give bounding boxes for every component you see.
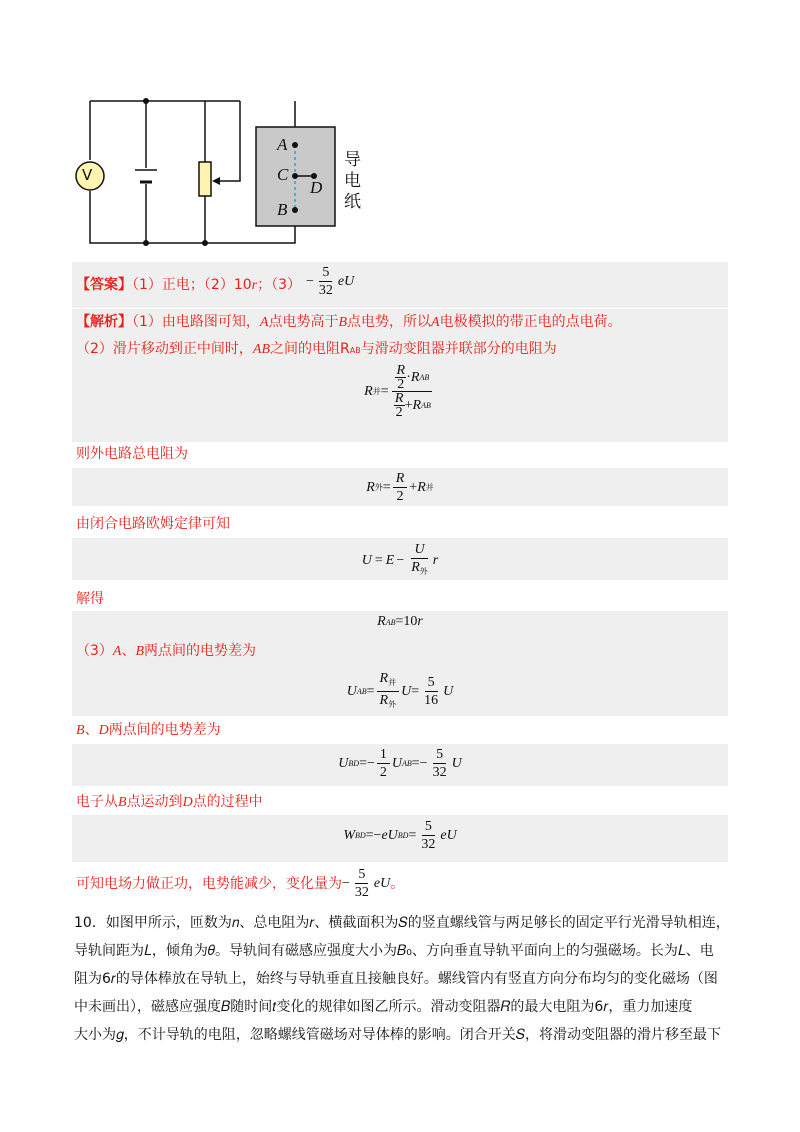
- eq5-den-sub: 外: [388, 700, 397, 709]
- equation-ohm: [72, 541, 728, 580]
- analysis-p2-tail: 与滑动变阻器并联部分的电阻为: [360, 341, 557, 357]
- eq5-lhs-sub: AB: [356, 687, 367, 696]
- eq1-top-rab: R: [410, 370, 420, 385]
- answer-r: r: [251, 278, 258, 293]
- analysis-p2-ab: AB: [252, 342, 271, 357]
- question10-line-3: 阻为6𝑟的导体棒放在导轨上，始终与导轨垂直且接触良好。螺线管内有竖直方向分布均匀的变化磁场（图: [74, 971, 718, 987]
- eq6-num: 1: [377, 746, 390, 764]
- eq7-eq: =−: [365, 827, 382, 843]
- eq3-tail: r: [432, 552, 439, 568]
- bd-b: B: [76, 723, 85, 738]
- eq6-num2: 5: [433, 746, 446, 764]
- elec-tail: 点的过程中: [192, 794, 263, 810]
- junction-dot: [143, 240, 149, 246]
- eq5-eq: =: [366, 683, 375, 699]
- paper-label-1: 导: [344, 150, 361, 170]
- eq2-num: R: [393, 470, 408, 488]
- answer-part1: （1）正电；（2）10: [132, 277, 252, 293]
- junction-dot: [202, 240, 208, 246]
- eq1-top-r: R: [396, 363, 405, 378]
- elec-d: D: [182, 795, 193, 810]
- eq1-bot-plus: +: [404, 398, 413, 413]
- eq5-num: R: [379, 671, 389, 686]
- eq1-bot-two: 2: [395, 405, 403, 420]
- eq1-bot-rab-sub: AB: [421, 401, 431, 410]
- eq3-num: U: [411, 541, 427, 559]
- analysis-p1-prefix: （1）由电路图可知，: [132, 314, 260, 330]
- eq7-eq2: =: [408, 827, 417, 843]
- question10-line-1: 10．如图甲所示，匝数为𝑛、总电阻为𝑟、横截面积为𝑆的竖直螺线管与两足够长的固定平行光滑导轨相连，: [74, 915, 730, 931]
- bd-d: D: [98, 723, 109, 738]
- eq3-den: R: [411, 560, 420, 575]
- point-a-label: A: [277, 135, 288, 154]
- eq7-den: 32: [421, 837, 436, 852]
- final-minus: −: [342, 875, 350, 891]
- eq4-lhs-sub: AB: [385, 617, 396, 627]
- eq1-eq: =: [380, 383, 389, 399]
- eq1-lhs-sub: 并: [372, 387, 381, 396]
- analysis-p2-rab-sub: AB: [349, 346, 361, 355]
- eq5-tail: U: [443, 683, 454, 699]
- answer-part3: [306, 264, 354, 299]
- analysis-p2-mid: 之间的电阻: [270, 341, 341, 357]
- question10-line-5: 大小为𝑔，不计导轨的电阻，忽略螺线管磁场对导体棒的影响。闭合开关𝑆，将滑动变阻器的滑片移至最下: [74, 1027, 722, 1043]
- question10-line-4: 中未画出），磁感应强度𝐵随时间𝑡变化的规律如图乙所示。滑动变阻器𝑅的最大电阻为6𝑟，重力加速度: [74, 999, 693, 1015]
- eq3-e: E: [385, 552, 395, 568]
- final-den: 32: [354, 885, 369, 900]
- eq5-eq2: =: [411, 683, 420, 699]
- eq6-lhs: U: [338, 755, 349, 771]
- point-c-label: C: [277, 165, 289, 184]
- line-part3: [76, 641, 256, 662]
- line-outer-resistance: 则外电路总电阻为: [76, 446, 188, 462]
- eq4-lhs: R: [377, 614, 386, 629]
- eq6-den: 2: [379, 765, 387, 780]
- eq5-lhs: U: [346, 683, 357, 699]
- eq3-lhs: U: [361, 552, 372, 568]
- analysis-line-2: [76, 339, 557, 361]
- eq1-top-rab-sub: AB: [419, 373, 430, 382]
- eq2-r2-sub: 并: [425, 483, 434, 492]
- point-c-dot: [292, 173, 298, 179]
- eq7-e-sub: BD: [397, 831, 409, 840]
- answer-eu: eU: [337, 273, 355, 289]
- rheostat: [199, 162, 211, 196]
- analysis-p1-b: B: [338, 315, 348, 330]
- voltmeter-label: V: [82, 166, 93, 184]
- eq1-bot-r: R: [394, 391, 404, 406]
- elec-b: B: [118, 795, 127, 810]
- eq6-u-sub: AB: [402, 759, 412, 768]
- analysis-p1-mid1: 点电势高于: [268, 314, 339, 330]
- point-a-dot: [292, 142, 298, 148]
- equation-rab-result: [72, 614, 728, 630]
- final-eu: eU: [373, 875, 391, 891]
- equation-ubd: [72, 746, 728, 781]
- analysis-p1-a2: A: [431, 315, 440, 330]
- eq5-num-sub: 并: [388, 678, 397, 687]
- eq4-rhs: =10: [395, 614, 418, 629]
- eq6-eq: =−: [359, 755, 375, 771]
- eq1-top-two: 2: [397, 377, 405, 392]
- eq6-tail: U: [451, 755, 462, 771]
- eq3-minus: −: [396, 552, 405, 568]
- final-end: 。: [390, 875, 405, 892]
- equation-wbd: [72, 818, 728, 853]
- analysis-p1-tail: 电极模拟的带正电的点电荷。: [439, 314, 622, 330]
- answer-num: 5: [319, 264, 332, 282]
- eq2-den: 2: [396, 489, 404, 504]
- line-ohm-law: 由闭合电路欧姆定律可知: [76, 516, 230, 532]
- eq5-den: R: [379, 693, 389, 708]
- paper-label-2: 电: [344, 171, 361, 191]
- line-final: [76, 866, 404, 901]
- analysis-p2-rab: R: [340, 341, 350, 357]
- eq2-plus: +: [409, 479, 418, 495]
- eq6-lhs-sub: BD: [348, 759, 360, 768]
- p3-prefix: （3）: [76, 643, 113, 659]
- circuit-diagram: [70, 90, 390, 260]
- bd-mid: 、: [84, 722, 99, 738]
- eq2-eq: =: [382, 479, 391, 495]
- final-num: 5: [355, 866, 368, 884]
- eq5-num2: 5: [425, 674, 438, 692]
- eq1-top-dot: ·: [406, 370, 411, 385]
- point-b-label: B: [277, 200, 288, 219]
- eq7-tail: eU: [440, 827, 457, 843]
- answer-sep: ；（3）: [257, 277, 302, 293]
- eq2-lhs: R: [366, 479, 375, 495]
- answer-minus: −: [306, 273, 314, 289]
- eq5-den2: 16: [424, 693, 439, 708]
- eq2-r2: R: [417, 479, 426, 495]
- equation-r-outer: [72, 470, 728, 505]
- eq7-e: eU: [381, 827, 398, 843]
- slider-arrow: [212, 177, 220, 185]
- p3-b: B: [135, 644, 145, 659]
- eq1-lhs: R: [364, 383, 373, 399]
- line-electron: [76, 792, 263, 813]
- answer-den: 32: [318, 283, 333, 298]
- eq5-u: U: [401, 683, 412, 699]
- elec-prefix: 电子从: [76, 794, 118, 810]
- point-b-dot: [292, 207, 298, 213]
- point-d-label: D: [310, 178, 323, 197]
- analysis-p1-mid2: 点电势，所以: [347, 314, 432, 330]
- analysis-p1-a: A: [259, 315, 269, 330]
- paper-label-3: 纸: [344, 192, 361, 212]
- equation-uab: [72, 670, 728, 713]
- junction-dot: [143, 98, 149, 104]
- eq6-u: U: [391, 755, 402, 771]
- p3-tail: 两点间的电势差为: [144, 643, 257, 659]
- eq1-bot-rab: R: [412, 398, 422, 413]
- eq6-den2: 32: [432, 765, 447, 780]
- analysis-p2-prefix: （2）滑片移动到正中间时，: [76, 341, 253, 357]
- eq3-den-sub: 外: [419, 567, 428, 576]
- final-prefix: 可知电场力做正功，电势能减少，变化量为: [76, 875, 342, 892]
- eq2-lhs-sub: 外: [374, 483, 383, 492]
- analysis-label: 【解析】: [76, 314, 132, 330]
- p3-mid: 、: [121, 643, 136, 659]
- p3-a: A: [112, 644, 122, 659]
- analysis-line-1: [76, 312, 622, 333]
- eq7-num: 5: [422, 818, 435, 836]
- eq7-lhs-sub: BD: [354, 831, 366, 840]
- eq6-eq2: =−: [411, 755, 428, 771]
- equation-r-parallel: [72, 364, 728, 419]
- line-solve: 解得: [76, 591, 104, 607]
- bd-tail: 两点间的电势差为: [108, 722, 221, 738]
- elec-mid: 点运动到: [126, 794, 183, 810]
- question10-line-2: 导轨间距为𝐿，倾角为𝜃。导轨间有磁感应强度大小为𝐵₀、方向垂直导轨平面向上的匀强磁场。长为𝐿、电: [74, 943, 714, 959]
- line-bd: [76, 720, 221, 741]
- eq7-lhs: W: [343, 827, 355, 843]
- answer-line: [76, 275, 301, 296]
- eq3-eq: =: [374, 552, 383, 568]
- eq4-tail: r: [417, 614, 423, 629]
- answer-label: 【答案】: [76, 277, 132, 293]
